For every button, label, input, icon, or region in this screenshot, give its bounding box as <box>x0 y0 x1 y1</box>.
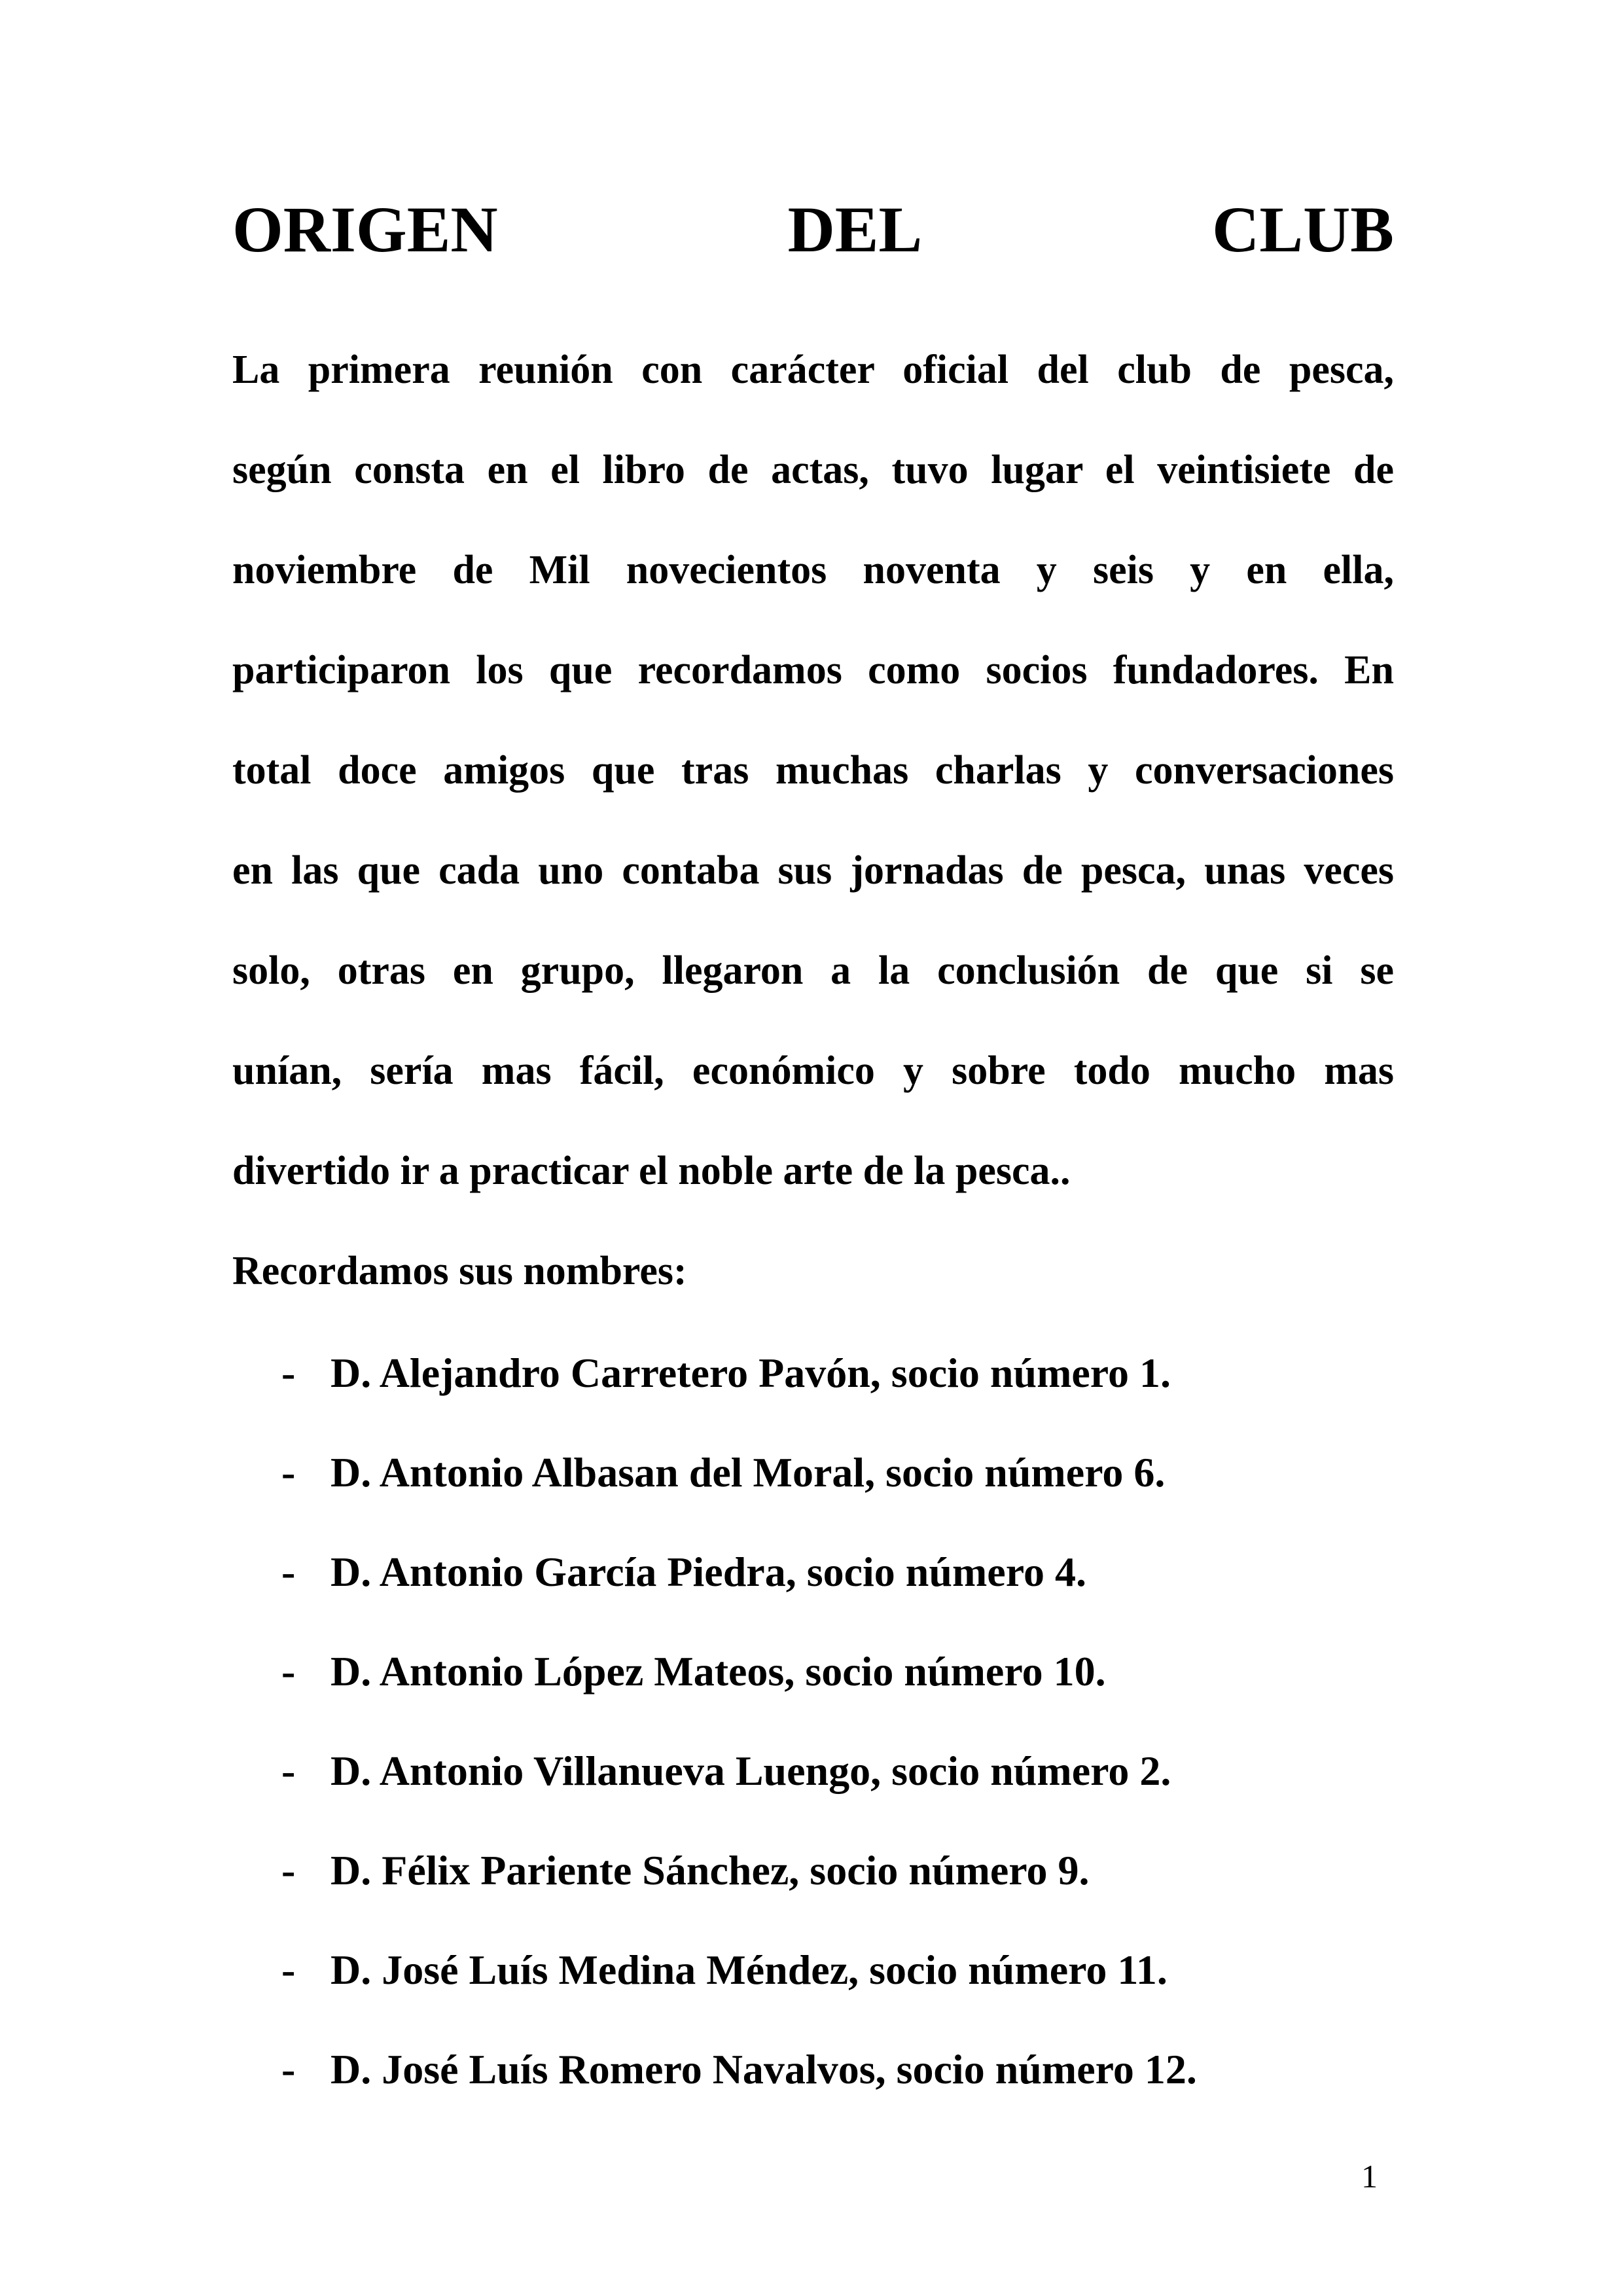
founders-list <box>232 1323 1394 2119</box>
list-item <box>232 1423 1394 1522</box>
member-name: D. Félix Pariente Sánchez, socio número 9. <box>330 1847 1090 1893</box>
document-title <box>232 194 1394 266</box>
paragraph-line: participaron los que recordamos como socios fundadores. En <box>232 648 1394 692</box>
member-name: D. Antonio López Mateos, socio número 10. <box>330 1648 1106 1695</box>
page-number: 1 <box>1361 2158 1378 2195</box>
list-bullet: - <box>281 1449 296 1496</box>
paragraph-line: total doce amigos que tras muchas charlas y conversaciones <box>232 748 1394 793</box>
list-item <box>232 1920 1394 2020</box>
member-name: D. José Luís Medina Méndez, socio número 11. <box>330 1946 1168 1993</box>
paragraph-line: según consta en el libro de actas, tuvo lugar el veintisiete de <box>232 448 1394 492</box>
title-word-club: CLUB <box>1212 193 1394 266</box>
list-item <box>232 1721 1394 1821</box>
list-item <box>232 2020 1394 2119</box>
list-bullet: - <box>281 1847 296 1893</box>
paragraph-line: solo, otras en grupo, llegaron a la conclusión de que si se <box>232 948 1394 993</box>
member-name: D. José Luís Romero Navalvos, socio número 12. <box>330 2046 1197 2092</box>
paragraph-line: noviembre de Mil novecientos noventa y seis y en ella, <box>232 548 1394 592</box>
paragraph-line: en las que cada uno contaba sus jornadas de pesca, unas veces <box>232 848 1394 893</box>
member-name: D. Alejandro Carretero Pavón, socio número 1. <box>330 1350 1171 1396</box>
paragraph-line: divertido ir a practicar el noble arte de la pesca.. <box>232 1149 1071 1193</box>
list-bullet: - <box>281 1946 296 1993</box>
paragraph-line: La primera reunión con carácter oficial del club de pesca, <box>232 348 1394 392</box>
list-item <box>232 1522 1394 1622</box>
list-bullet: - <box>281 1648 296 1695</box>
list-bullet: - <box>281 1350 296 1396</box>
names-intro-line: Recordamos sus nombres: <box>232 1249 687 1293</box>
intro-paragraph <box>232 320 1394 1321</box>
title-word-del: DEL <box>787 193 923 266</box>
member-name: D. Antonio Villanueva Luengo, socio número 2. <box>330 1748 1171 1794</box>
paragraph-line: unían, sería mas fácil, económico y sobre todo mucho mas <box>232 1049 1394 1093</box>
list-item <box>232 1622 1394 1721</box>
title-word-origen: ORIGEN <box>232 193 498 266</box>
list-bullet: - <box>281 2046 296 2092</box>
list-bullet: - <box>281 1549 296 1595</box>
list-item <box>232 1821 1394 1920</box>
member-name: D. Antonio García Piedra, socio número 4. <box>330 1549 1086 1595</box>
member-name: D. Antonio Albasan del Moral, socio número 6. <box>330 1449 1166 1496</box>
list-bullet: - <box>281 1748 296 1794</box>
list-item <box>232 1323 1394 1423</box>
